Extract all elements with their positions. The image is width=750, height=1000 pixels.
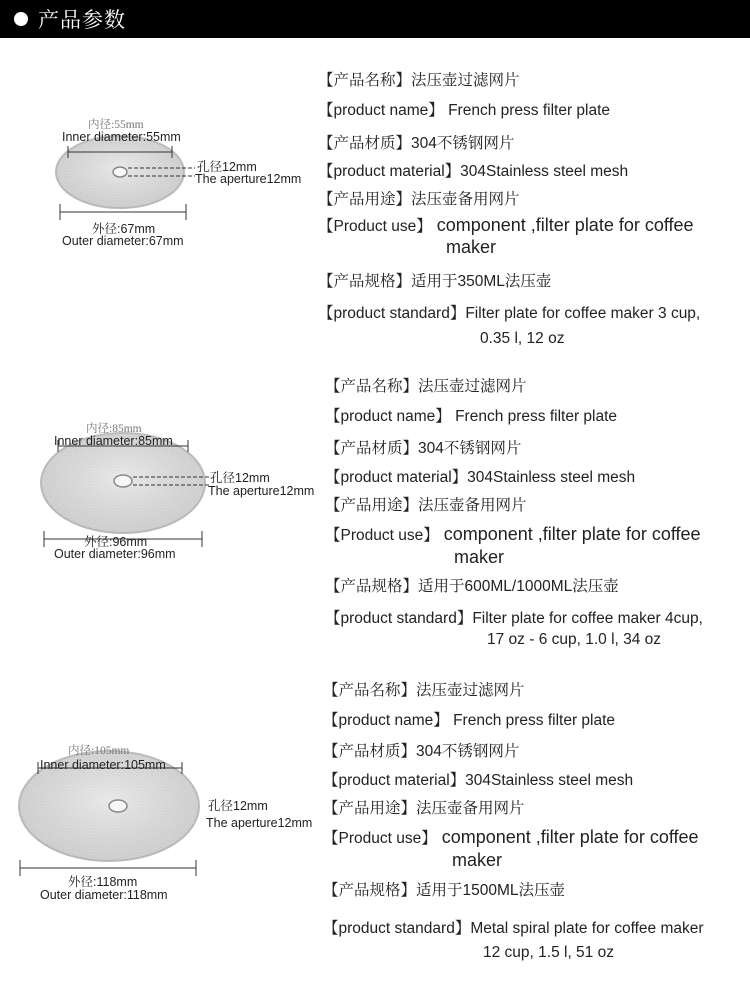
outer-diameter-en: Outer diameter:96mm bbox=[54, 547, 176, 561]
bullet-icon bbox=[14, 12, 28, 26]
spec-name-cn: 【产品名称】法压壶过滤网片 bbox=[323, 682, 525, 699]
spec-standard-cn: 【产品规格】适用于350ML法压壶 bbox=[318, 273, 552, 290]
inner-diameter-cn: 内径:55mm bbox=[88, 119, 144, 131]
spec-material-cn: 【产品材质】304不锈钢网片 bbox=[318, 135, 515, 152]
spec-standard-en-continued: 17 oz - 6 cup, 1.0 l, 34 oz bbox=[487, 631, 662, 648]
spec-standard-en: 【product standard】Filter plate for coffee maker 4cup, bbox=[325, 610, 703, 627]
spec-use-en: 【Product use】 component ,filter plate for coffee bbox=[325, 524, 701, 544]
spec-material-cn: 【产品材质】304不锈钢网片 bbox=[323, 743, 520, 760]
spec-use-en-continued: maker bbox=[452, 850, 503, 870]
spec-standard-en-continued: 12 cup, 1.5 l, 51 oz bbox=[483, 944, 614, 961]
spec-material-en: 【product material】304Stainless steel mesh bbox=[323, 772, 634, 789]
spec-standard-cn: 【产品规格】适用于600ML/1000ML法压壶 bbox=[325, 578, 619, 595]
spec-use-cn: 【产品用途】法压壶备用网片 bbox=[323, 800, 525, 817]
spec-use-en-continued: maker bbox=[454, 547, 505, 567]
inner-diameter-en: Inner diameter:55mm bbox=[62, 130, 181, 144]
outer-diameter-cn: 外径:118mm bbox=[68, 875, 138, 889]
aperture-en: The aperture12mm bbox=[208, 484, 315, 498]
spec-name-en: 【product name】 French press filter plate bbox=[325, 408, 618, 425]
spec-name-en: 【product name】 French press filter plate bbox=[323, 712, 616, 729]
product-block-2 bbox=[0, 368, 750, 668]
inner-diameter-cn: 内径:105mm bbox=[68, 745, 130, 757]
aperture-en: The aperture12mm bbox=[195, 172, 302, 186]
section-header bbox=[0, 0, 750, 38]
spec-material-cn: 【产品材质】304不锈钢网片 bbox=[325, 440, 522, 457]
spec-use-en: 【Product use】 component ,filter plate for coffee bbox=[318, 215, 694, 235]
spec-name-en: 【product name】 French press filter plate bbox=[318, 102, 611, 119]
spec-use-en: 【Product use】 component ,filter plate for coffee bbox=[323, 827, 699, 847]
spec-list bbox=[0, 368, 750, 668]
product-block-1 bbox=[0, 62, 750, 362]
spec-use-cn: 【产品用途】法压壶备用网片 bbox=[325, 497, 527, 514]
spec-use-en-continued: maker bbox=[446, 237, 497, 257]
outer-diameter-en: Outer diameter:67mm bbox=[62, 234, 184, 248]
product-block-3 bbox=[0, 672, 750, 982]
aperture-cn: 孔径12mm bbox=[197, 160, 257, 174]
spec-standard-en-continued: 0.35 l, 12 oz bbox=[480, 330, 565, 347]
inner-diameter-en: Inner diameter:105mm bbox=[40, 758, 166, 772]
spec-standard-cn: 【产品规格】适用于1500ML法压壶 bbox=[323, 882, 566, 899]
spec-name-cn: 【产品名称】法压壶过滤网片 bbox=[325, 378, 527, 395]
inner-diameter-en: Inner diameter:85mm bbox=[54, 434, 173, 448]
spec-material-en: 【product material】304Stainless steel mesh bbox=[325, 469, 636, 486]
spec-name-cn: 【产品名称】法压壶过滤网片 bbox=[318, 72, 520, 89]
aperture-cn: 孔径12mm bbox=[208, 799, 268, 813]
aperture-cn: 孔径12mm bbox=[210, 471, 270, 485]
section-title: 产品参数 bbox=[38, 8, 126, 32]
inner-diameter-cn: 内径:85mm bbox=[86, 423, 142, 435]
spec-list bbox=[0, 672, 750, 972]
spec-standard-en: 【product standard】Metal spiral plate for coffee maker bbox=[323, 920, 704, 937]
spec-list bbox=[0, 62, 750, 362]
spec-use-cn: 【产品用途】法压壶备用网片 bbox=[318, 191, 520, 208]
spec-standard-en: 【product standard】Filter plate for coffee maker 3 cup, bbox=[318, 305, 701, 322]
outer-diameter-cn: 外径:67mm bbox=[92, 222, 156, 236]
outer-diameter-cn: 外径:96mm bbox=[84, 535, 148, 549]
spec-material-en: 【product material】304Stainless steel mesh bbox=[318, 163, 629, 180]
aperture-en: The aperture12mm bbox=[206, 816, 313, 830]
outer-diameter-en: Outer diameter:118mm bbox=[40, 888, 168, 902]
